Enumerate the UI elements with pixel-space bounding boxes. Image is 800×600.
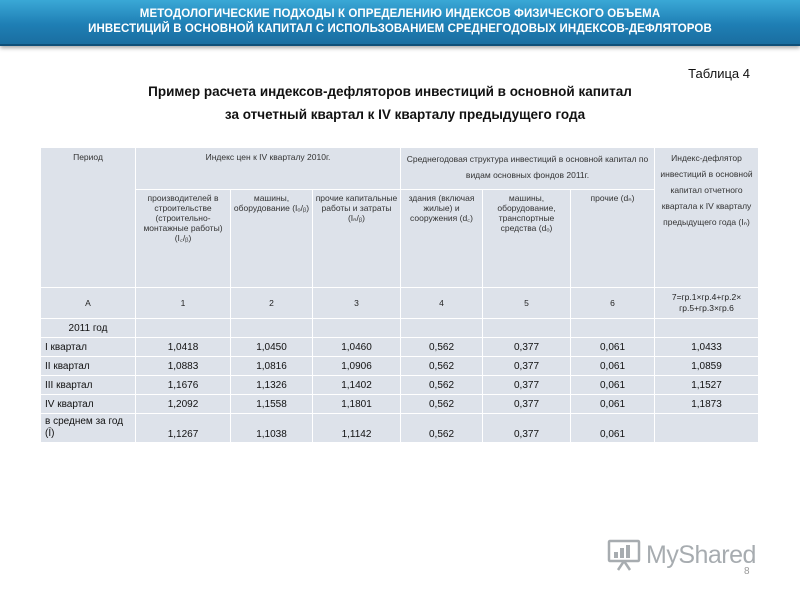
colnum-cell: 6 [571,288,655,319]
colnum-cell: 4 [401,288,483,319]
table-cell: 0,377 [483,357,571,376]
table-cell: 1,2092 [136,395,231,414]
colnum-cell: 1 [136,288,231,319]
table-cell: 1,1676 [136,376,231,395]
table-cell: 1,1558 [231,395,313,414]
table-cell: 0,061 [571,395,655,414]
table-row [41,395,759,414]
header-banner [0,0,800,46]
table-cell: 0,562 [401,414,483,443]
formula-cell: 7=гр.1×гр.4+гр.2× гр.5+гр.3×гр.6 [655,288,759,319]
row-label: IV квартал [41,395,136,414]
row-label: III квартал [41,376,136,395]
header-deflator: Индекс-дефлятор инвестиций в основной капитал отчетного квартала к IV кварталу предыдущего года (Iₙ) [655,148,759,288]
row-label: в среднем за год (Ī) [41,414,136,443]
table-row [41,414,759,443]
row-label: I квартал [41,338,136,357]
subheader-equipment: машины, оборудование, транспортные средства (dₒ) [483,190,571,288]
header-price-index: Индекс цен к IV кварталу 2010г. [136,148,401,190]
table-cell: 1,0906 [313,357,401,376]
table-cell: 1,1267 [136,414,231,443]
table-cell: 1,1801 [313,395,401,414]
row-label: II квартал [41,357,136,376]
subheader-construction: производителей в строительстве (строительно-монтажные работы) (I꜀/ᵦ) [136,190,231,288]
table-cell: 1,1402 [313,376,401,395]
table-cell [655,414,759,443]
colnum-cell: 5 [483,288,571,319]
banner-line-2: ИНВЕСТИЦИЙ В ОСНОВНОЙ КАПИТАЛ С ИСПОЛЬЗОВАНИЕМ СРЕДНЕГОДОВЫХ ИНДЕКСОВ-ДЕФЛЯТОРОВ [88,23,712,35]
myshared-logo[interactable] [606,538,766,572]
table-cell: 1,1873 [655,395,759,414]
table-cell: 1,0883 [136,357,231,376]
table-cell: 0,061 [571,338,655,357]
table-cell: 1,0859 [655,357,759,376]
deflator-table [40,147,759,443]
banner-line-1: МЕТОДОЛОГИЧЕСКИЕ ПОДХОДЫ К ОПРЕДЕЛЕНИЮ ИНДЕКСОВ ФИЗИЧЕСКОГО ОБЪЕМА [139,8,661,20]
header-structure: Среднегодовая структура инвестиций в основной капитал по видам основных фондов 2011г. [401,148,655,190]
title-line-1: Пример расчета индексов-дефляторов инвестиций в основной капитал [148,84,632,99]
table-cell: 0,377 [483,338,571,357]
table-cell: 0,562 [401,376,483,395]
year-label: 2011 год [41,319,136,338]
colnum-cell: 2 [231,288,313,319]
column-number-row [41,288,759,319]
table-cell: 1,1038 [231,414,313,443]
subheader-other-works: прочие капитальные работы и затраты (Iₙ/ᵦ) [313,190,401,288]
header-row-2 [41,190,759,288]
table-cell: 0,562 [401,357,483,376]
subheader-buildings: здания (включая жилые) и сооружения (d꜀) [401,190,483,288]
table-cell: 0,061 [571,376,655,395]
colnum-cell: А [41,288,136,319]
subheader-machinery: машины, оборудование (Iₒ/ᵦ) [231,190,313,288]
year-row [41,319,759,338]
table-cell: 0,377 [483,376,571,395]
subheader-other: прочие (dₙ) [571,190,655,288]
header-row-1 [41,148,759,190]
table-cell: 1,0450 [231,338,313,357]
table-row [41,376,759,395]
table-cell: 1,1527 [655,376,759,395]
table-cell: 0,061 [571,357,655,376]
logo-text: MyShared [646,541,756,569]
table-cell: 1,1326 [231,376,313,395]
table-cell: 1,1142 [313,414,401,443]
table-row [41,357,759,376]
table-cell: 0,562 [401,395,483,414]
colnum-cell: 3 [313,288,401,319]
page-number: 8 [744,566,750,577]
table-number: Таблица 4 [688,66,750,81]
header-period: Период [41,148,136,288]
table-cell: 0,061 [571,414,655,443]
table-cell: 0,377 [483,395,571,414]
table-cell: 1,0460 [313,338,401,357]
table-cell: 0,377 [483,414,571,443]
table-row [41,338,759,357]
table-cell: 1,0433 [655,338,759,357]
title-line-2: за отчетный квартал к IV кварталу предыдущего года [224,107,586,122]
table-cell: 0,562 [401,338,483,357]
table-cell: 1,0418 [136,338,231,357]
presentation-board-icon [606,538,642,572]
table-cell: 1,0816 [231,357,313,376]
